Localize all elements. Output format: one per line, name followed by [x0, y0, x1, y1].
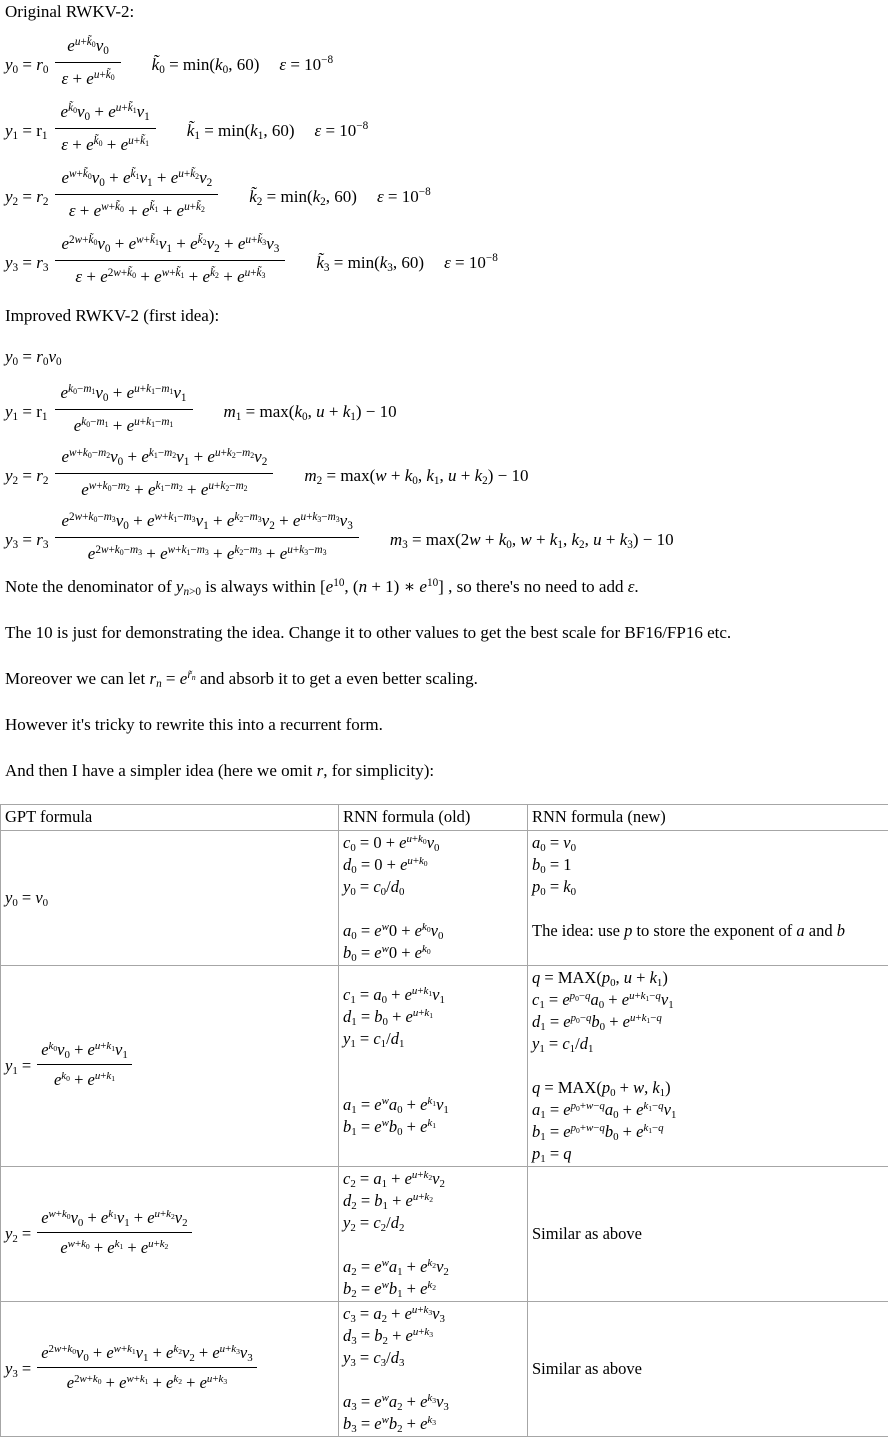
note-paragraph: The 10 is just for demonstrating the idea. Change it to other values to get the best scale for BF16/FP16 etc.	[5, 620, 883, 645]
equation-line: $y_0 = c_0/d_0$	[343, 876, 523, 898]
section-improved-rwkv2	[5, 306, 883, 569]
table-body	[1, 831, 888, 1437]
equation-line: $p_0 = k_0$	[532, 876, 884, 898]
cell-gpt-formula	[1, 966, 339, 1167]
cell-rnn-old	[339, 1167, 528, 1302]
formula-lhs: $y_2 = r_2$	[5, 186, 48, 208]
cell-rnn-new	[528, 1302, 888, 1437]
equation-line: $b_2 = e^wb_1 + e^{k_2}$	[343, 1278, 523, 1300]
fraction-numerator: $e^{2w+k̃_0}v_0 + e^{w+k̃_1}v_1 + e^{k̃_2}v_2 + e^{u+k̃_3}v_3$	[55, 231, 285, 261]
side-condition: $\varepsilon = 10^{-8}$	[279, 54, 333, 76]
equation-line: $d_0 = 0 + e^{u+k_0}$	[343, 854, 523, 876]
equation-line: $b_0 = e^w0 + e^{k_0}$	[343, 942, 523, 964]
equation-line: $b_1 = e^{p_0+w-q}b_0 + e^{k_1-q}$	[532, 1121, 884, 1143]
formula-row	[5, 887, 334, 909]
equation-line: $c_2 = a_1 + e^{u+k_2}v_2$	[343, 1168, 523, 1190]
fraction-numerator: $e^{w+k̃_0}v_0 + e^{k̃_1}v_1 + e^{u+k̃_2}v_2$	[55, 165, 218, 195]
side-condition: $k̃_2 = \min(k_2$, 60)	[249, 186, 357, 208]
note-paragraph: Moreover we can let $r_n = e^{r̃_n}$ and absorb it to get a even better scaling.	[5, 666, 883, 691]
fraction-denominator: $e^{2w+k_0} + e^{w+k_1} + e^{k_2} + e^{u+k_3}$	[37, 1368, 256, 1395]
fraction-denominator: $\varepsilon + e^{w+k̃_0} + e^{k̃_1} + e^{u+k̃_2}$	[55, 195, 218, 224]
comparison-table	[0, 804, 888, 1437]
formula-expression: $y_0 = v_0$	[5, 887, 48, 909]
equation-line: $y_1 = c_1/d_1$	[532, 1033, 884, 1055]
equation-line	[532, 1055, 884, 1077]
formula-lhs: $y_1 = r_1$	[5, 120, 48, 142]
formula-lhs: $y_1$ =	[5, 1055, 31, 1077]
formula-row	[5, 35, 883, 94]
table-row	[1, 1302, 888, 1437]
fraction-denominator: $e^{w+k_0-m_2} + e^{k_1-m_2} + e^{u+k_2-m_2}$	[55, 474, 273, 503]
equation-line: $y_2 = c_2/d_2$	[343, 1212, 523, 1234]
equation-line: $y_3 = c_3/d_3$	[343, 1347, 523, 1369]
fraction-numerator: $e^{2w+k_0-m_3}v_0 + e^{w+k_1-m_3}v_1 + e^{k_2-m_3}v_2 + e^{u+k_3-m_3}v_3$	[55, 508, 358, 538]
document-content	[0, 2, 888, 783]
column-header-rnn-old: RNN formula (old)	[339, 805, 528, 831]
formula-list	[5, 346, 883, 569]
side-condition: $\varepsilon = 10^{-8}$	[444, 252, 498, 274]
equation-line: $b_1 = e^wb_0 + e^{k_1}$	[343, 1116, 523, 1138]
fraction	[55, 444, 273, 503]
notes	[5, 574, 883, 783]
fraction-numerator: $e^{w+k_0}v_0 + e^{k_1}v_1 + e^{u+k_2}v_2$	[37, 1205, 191, 1233]
section-heading: Improved RWKV-2 (first idea):	[5, 306, 883, 326]
equation-line: $c_1 = a_0 + e^{u+k_1}v_1$	[343, 984, 523, 1006]
table-row	[1, 966, 888, 1167]
table-header-row	[1, 805, 888, 831]
fraction-denominator: $e^{2w+k_0-m_3} + e^{w+k_1-m_3} + e^{k_2-m_3} + e^{u+k_3-m_3}$	[55, 538, 358, 567]
cell-gpt-formula	[1, 1302, 339, 1437]
equation-line: $a_3 = e^wa_2 + e^{k_3}v_3$	[343, 1391, 523, 1413]
formula-lhs: $y_2$ =	[5, 1223, 31, 1245]
fraction	[55, 231, 285, 290]
cell-rnn-old	[339, 966, 528, 1167]
cell-rnn-new	[528, 831, 888, 966]
formula-expression: $y_0 = r_0v_0$	[5, 346, 62, 368]
formula-list	[5, 35, 883, 292]
formula-row	[5, 446, 883, 505]
equation-line: $d_1 = e^{p_0-q}b_0 + e^{u+k_1-q}$	[532, 1011, 884, 1033]
formula-row	[5, 382, 883, 441]
formula-row	[5, 346, 883, 368]
equation-line: $c_3 = a_2 + e^{u+k_3}v_3$	[343, 1303, 523, 1325]
side-condition: $\varepsilon = 10^{-8}$	[314, 120, 368, 142]
equation-line: $q = MAX(p_0$, $u + k_1$)	[532, 967, 884, 989]
formula-row	[5, 1342, 334, 1397]
formula-row	[5, 101, 883, 160]
side-condition: $k̃_3 = \min(k_3$, 60)	[316, 252, 424, 274]
side-condition: $k̃_0 = \min(k_0$, 60)	[152, 54, 260, 76]
fraction	[55, 99, 156, 158]
fraction-numerator: $e^{u+k̃_0}v_0$	[55, 33, 120, 63]
equation-line	[343, 898, 523, 920]
formula-lhs: $y_1 = r_1$	[5, 401, 48, 423]
equation-line: The idea: use p to store the exponent of a and b	[532, 920, 884, 942]
equation-line: $y_1 = c_1/d_1$	[343, 1028, 523, 1050]
column-header-gpt: GPT formula	[1, 805, 339, 831]
fraction	[37, 1205, 191, 1260]
note-paragraph: Note the denominator of $y_{n>0}$ is always within [$e^{10}$, (n + 1) ∗ $e^{10}$] , so there's no need to add ε.	[5, 574, 883, 599]
cell-rnn-old	[339, 1302, 528, 1437]
equation-line: $a_1 = e^{p_0+w-q}a_0 + e^{k_1-q}v_1$	[532, 1099, 884, 1121]
fraction	[37, 1340, 256, 1395]
side-condition: $\varepsilon = 10^{-8}$	[377, 186, 431, 208]
fraction-denominator: $e^{k_0-m_1} + e^{u+k_1-m_1}$	[55, 410, 193, 439]
table-row	[1, 1167, 888, 1302]
formula-lhs: $y_2 = r_2$	[5, 465, 48, 487]
equation-line: $q = MAX(p_0 + w$, $k_1$)	[532, 1077, 884, 1099]
fraction-denominator: $e^{k_0} + e^{u+k_1}$	[37, 1065, 132, 1092]
fraction	[55, 508, 358, 567]
formula-lhs: $y_0 = r_0$	[5, 54, 48, 76]
section-original-rwkv2	[5, 2, 883, 292]
fraction-numerator: $e^{k̃_0}v_0 + e^{u+k̃_1}v_1$	[55, 99, 156, 129]
note-paragraph: And then I have a simpler idea (here we omit r, for simplicity):	[5, 758, 883, 783]
side-condition: $m_2 = \max(w + k_0$, $k_1$, $u + k_2) - 10$	[304, 465, 528, 487]
table-row	[1, 831, 888, 966]
equation-line: Similar as above	[532, 1223, 884, 1245]
equation-line: $d_2 = b_1 + e^{u+k_2}$	[343, 1190, 523, 1212]
fraction-numerator: $e^{k_0-m_1}v_0 + e^{u+k_1-m_1}v_1$	[55, 380, 193, 410]
formula-lhs: $y_3$ =	[5, 1358, 31, 1380]
equation-line: $d_1 = b_0 + e^{u+k_1}$	[343, 1006, 523, 1028]
equation-line	[532, 898, 884, 920]
note-paragraph: However it's tricky to rewrite this into a recurrent form.	[5, 712, 883, 737]
fraction	[55, 165, 218, 224]
fraction	[55, 33, 120, 92]
equation-line: $c_0 = 0 + e^{u+k_0}v_0$	[343, 832, 523, 854]
equation-line: $c_1 = e^{p_0-q}a_0 + e^{u+k_1-q}v_1$	[532, 989, 884, 1011]
equation-line: $b_0 = 1$	[532, 854, 884, 876]
side-condition: $k̃_1 = \min(k_1$, 60)	[187, 120, 295, 142]
formula-row	[5, 1039, 334, 1094]
equation-line: Similar as above	[532, 1358, 884, 1380]
fraction-denominator: $e^{w+k_0} + e^{k_1} + e^{u+k_2}$	[37, 1233, 191, 1260]
formula-row	[5, 1207, 334, 1262]
section-heading: Original RWKV-2:	[5, 2, 883, 22]
fraction-numerator: $e^{w+k_0-m_2}v_0 + e^{k_1-m_2}v_1 + e^{u+k_2-m_2}v_2$	[55, 444, 273, 474]
cell-rnn-new	[528, 1167, 888, 1302]
equation-line	[343, 1369, 523, 1391]
fraction-numerator: $e^{k_0}v_0 + e^{u+k_1}v_1$	[37, 1037, 132, 1065]
formula-row	[5, 167, 883, 226]
formula-row	[5, 233, 883, 292]
formula-lhs: $y_3 = r_3$	[5, 529, 48, 551]
equation-line: $d_3 = b_2 + e^{u+k_3}$	[343, 1325, 523, 1347]
cell-gpt-formula	[1, 1167, 339, 1302]
column-header-rnn-new: RNN formula (new)	[528, 805, 888, 831]
cell-rnn-old	[339, 831, 528, 966]
side-condition: $m_3 = \max(2w + k_0$, $w + k_1$, $k_2$, $u + k_3) - 10$	[390, 529, 674, 551]
equation-line: $b_3 = e^wb_2 + e^{k_3}$	[343, 1413, 523, 1435]
fraction-denominator: $\varepsilon + e^{u+k̃_0}$	[55, 63, 120, 92]
equation-line	[343, 1050, 523, 1072]
fraction-denominator: $\varepsilon + e^{k̃_0} + e^{u+k̃_1}$	[55, 129, 156, 158]
formula-row	[5, 510, 883, 569]
equation-line: $a_2 = e^wa_1 + e^{k_2}v_2$	[343, 1256, 523, 1278]
formula-lhs: $y_3 = r_3$	[5, 252, 48, 274]
equation-line: $a_1 = e^wa_0 + e^{k_1}v_1$	[343, 1094, 523, 1116]
equation-line: $a_0 = e^w0 + e^{k_0}v_0$	[343, 920, 523, 942]
fraction-numerator: $e^{2w+k_0}v_0 + e^{w+k_1}v_1 + e^{k_2}v_2 + e^{u+k_3}v_3$	[37, 1340, 256, 1368]
equation-line	[343, 1234, 523, 1256]
fraction	[55, 380, 193, 439]
cell-gpt-formula	[1, 831, 339, 966]
equation-line: $p_1 = q$	[532, 1143, 884, 1165]
side-condition: $m_1 = \max(k_0$, $u + k_1) - 10$	[224, 401, 397, 423]
fraction	[37, 1037, 132, 1092]
fraction-denominator: $\varepsilon + e^{2w+k̃_0} + e^{w+k̃_1} + e^{k̃_2} + e^{u+k̃_3}$	[55, 261, 285, 290]
cell-rnn-new	[528, 966, 888, 1167]
equation-line: $a_0 = v_0$	[532, 832, 884, 854]
equation-line	[343, 1072, 523, 1094]
